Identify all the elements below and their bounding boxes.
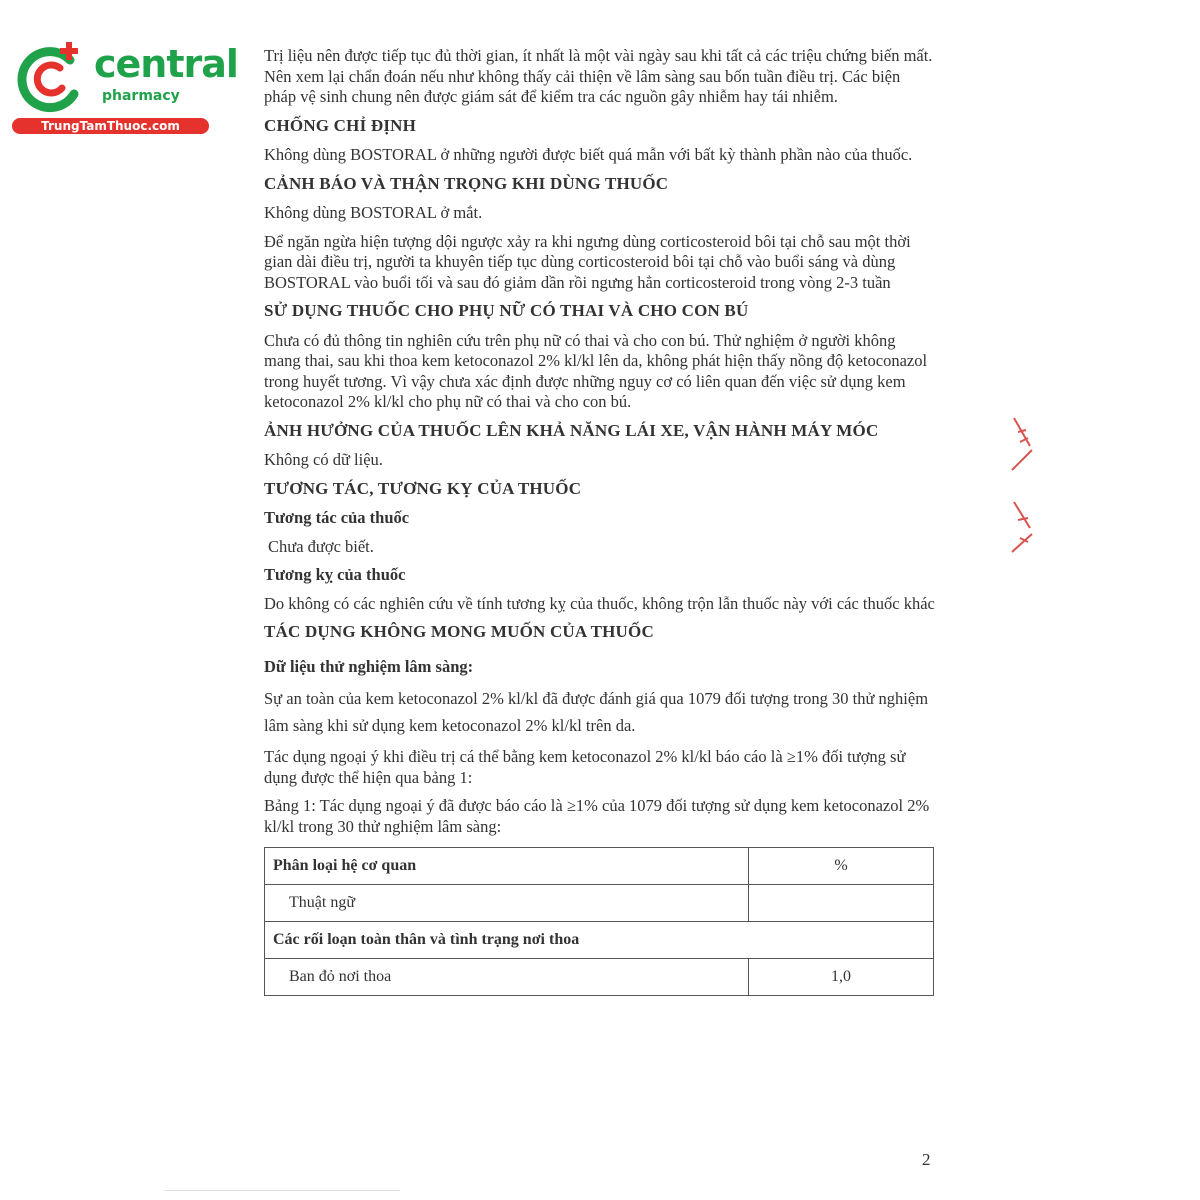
row-value-cell: 1,0: [749, 959, 934, 996]
table-caption: Bảng 1: Tác dụng ngoại ý đã được báo cáo là ≥1% của 1079 đối tượng sử dụng kem ketoconazol 2% kl/kl trong 30 thử nghiệm lâm sàng:: [264, 796, 930, 836]
clinical-data-subheading: Dữ liệu thử nghiệm lâm sàng:: [264, 656, 474, 676]
driving-text: Không có dữ liệu.: [264, 450, 383, 469]
stamp-mark-icon: [1008, 498, 1036, 568]
interactions-text: Chưa được biết.: [268, 536, 374, 556]
contraindications-heading: CHỐNG CHỈ ĐỊNH: [264, 115, 417, 135]
warnings-heading: CẢNH BÁO VÀ THẬN TRỌNG KHI DÙNG THUỐC: [264, 173, 669, 193]
header-percent-cell: %: [749, 848, 934, 885]
row-label-cell: Ban đỏ nơi thoa: [265, 959, 749, 996]
pharmacy-cross-icon: [12, 38, 92, 118]
term-value-cell: [749, 885, 934, 922]
logo-url-link[interactable]: TrungTamThuoc.com: [12, 118, 209, 134]
group-cell: Các rối loạn toàn thân và tình trạng nơi thoa: [265, 922, 934, 959]
contraindications-text: Không dùng BOSTORAL ở những người được biết quá mẫn với bất kỳ thành phần nào của thuốc.: [264, 145, 913, 164]
adverse-effects-table: [264, 847, 934, 996]
adverse-paragraph-2: Tác dụng ngoại ý khi điều trị cá thể bằng kem ketoconazol 2% kl/kl báo cáo là ≥1% đối tượng sử dụng được thể hiện qua bảng 1:: [264, 747, 906, 787]
warnings-paragraph-2: Để ngăn ngừa hiện tượng dội ngược xảy ra khi ngưng dùng corticosteroid bôi tại chỗ sau một thời gian dài điều trị, người ta khuyên tiếp tục dùng corticosteroid bôi tại chỗ vào buổi sáng và dùng BOSTORAL vào buổi tối và sau đó giảm dần rồi ngưng hẳn corticosteroid trong vòng 2-3 tuần: [264, 231, 911, 292]
page-number: 2: [922, 1150, 931, 1169]
incompatibility-text: Do không có các nghiên cứu về tính tương kỵ của thuốc, không trộn lẫn thuốc này với các thuốc khác: [264, 593, 935, 613]
warnings-paragraph-1: Không dùng BOSTORAL ở mắt.: [264, 203, 483, 222]
logo-tagline: pharmacy: [102, 88, 180, 104]
stamp-mark-icon: [1008, 412, 1036, 482]
table-row: [265, 848, 934, 885]
table-row: [265, 885, 934, 922]
pregnancy-heading: SỬ DỤNG THUỐC CHO PHỤ NỮ CÓ THAI VÀ CHO CON BÚ: [264, 301, 749, 320]
header-category-cell: Phân loại hệ cơ quan: [265, 848, 749, 885]
table-row: [265, 922, 934, 959]
table-row: [265, 959, 934, 996]
adverse-heading: TÁC DỤNG KHÔNG MONG MUỐN CỦA THUỐC: [264, 622, 654, 641]
adverse-paragraph-1: Sự an toàn của kem ketoconazol 2% kl/kl đã được đánh giá qua 1079 đối tượng trong 30 thử nghiệm lâm sàng khi sử dụng kem ketoconazol 2% kl/kl trên da.: [264, 689, 929, 735]
logo-brand: central: [94, 42, 238, 86]
central-pharmacy-logo[interactable]: [12, 38, 238, 138]
document-body: [264, 46, 936, 996]
intro-paragraph: Trị liệu nên được tiếp tục đủ thời gian, ít nhất là một vài ngày sau khi tất cả các triệu chứng biến mất. Nên xem lại chẩn đoán nếu như không thấy cải thiện về lâm sàng sau bốn tuần điều trị. Các biện pháp vệ sinh chung nên được giám sát để kiểm tra các nguồn gây nhiễm hay tái nhiễm.: [264, 46, 933, 106]
interactions-heading: TƯƠNG TÁC, TƯƠNG KỴ CỦA THUỐC: [264, 478, 582, 498]
incompatibility-subheading: Tương kỵ của thuốc: [264, 565, 406, 584]
pregnancy-text: Chưa có đủ thông tin nghiên cứu trên phụ nữ có thai và cho con bú. Thử nghiệm ở người không mang thai, sau khi thoa kem ketoconazol 2% kl/kl lên da, không phát hiện thấy nồng độ ketoconazol trong huyết tương. Vì vậy chưa xác định được những nguy cơ có liên quan đến việc sử dụng kem ketoconazol 2% kl/kl cho phụ nữ có thai và cho con bú.: [264, 330, 928, 411]
interactions-subheading: Tương tác của thuốc: [264, 508, 410, 527]
term-cell: Thuật ngữ: [265, 885, 749, 922]
driving-heading: ẢNH HƯỞNG CỦA THUỐC LÊN KHẢ NĂNG LÁI XE, VẬN HÀNH MÁY MÓC: [264, 420, 879, 440]
footer-divider: [165, 1190, 400, 1191]
